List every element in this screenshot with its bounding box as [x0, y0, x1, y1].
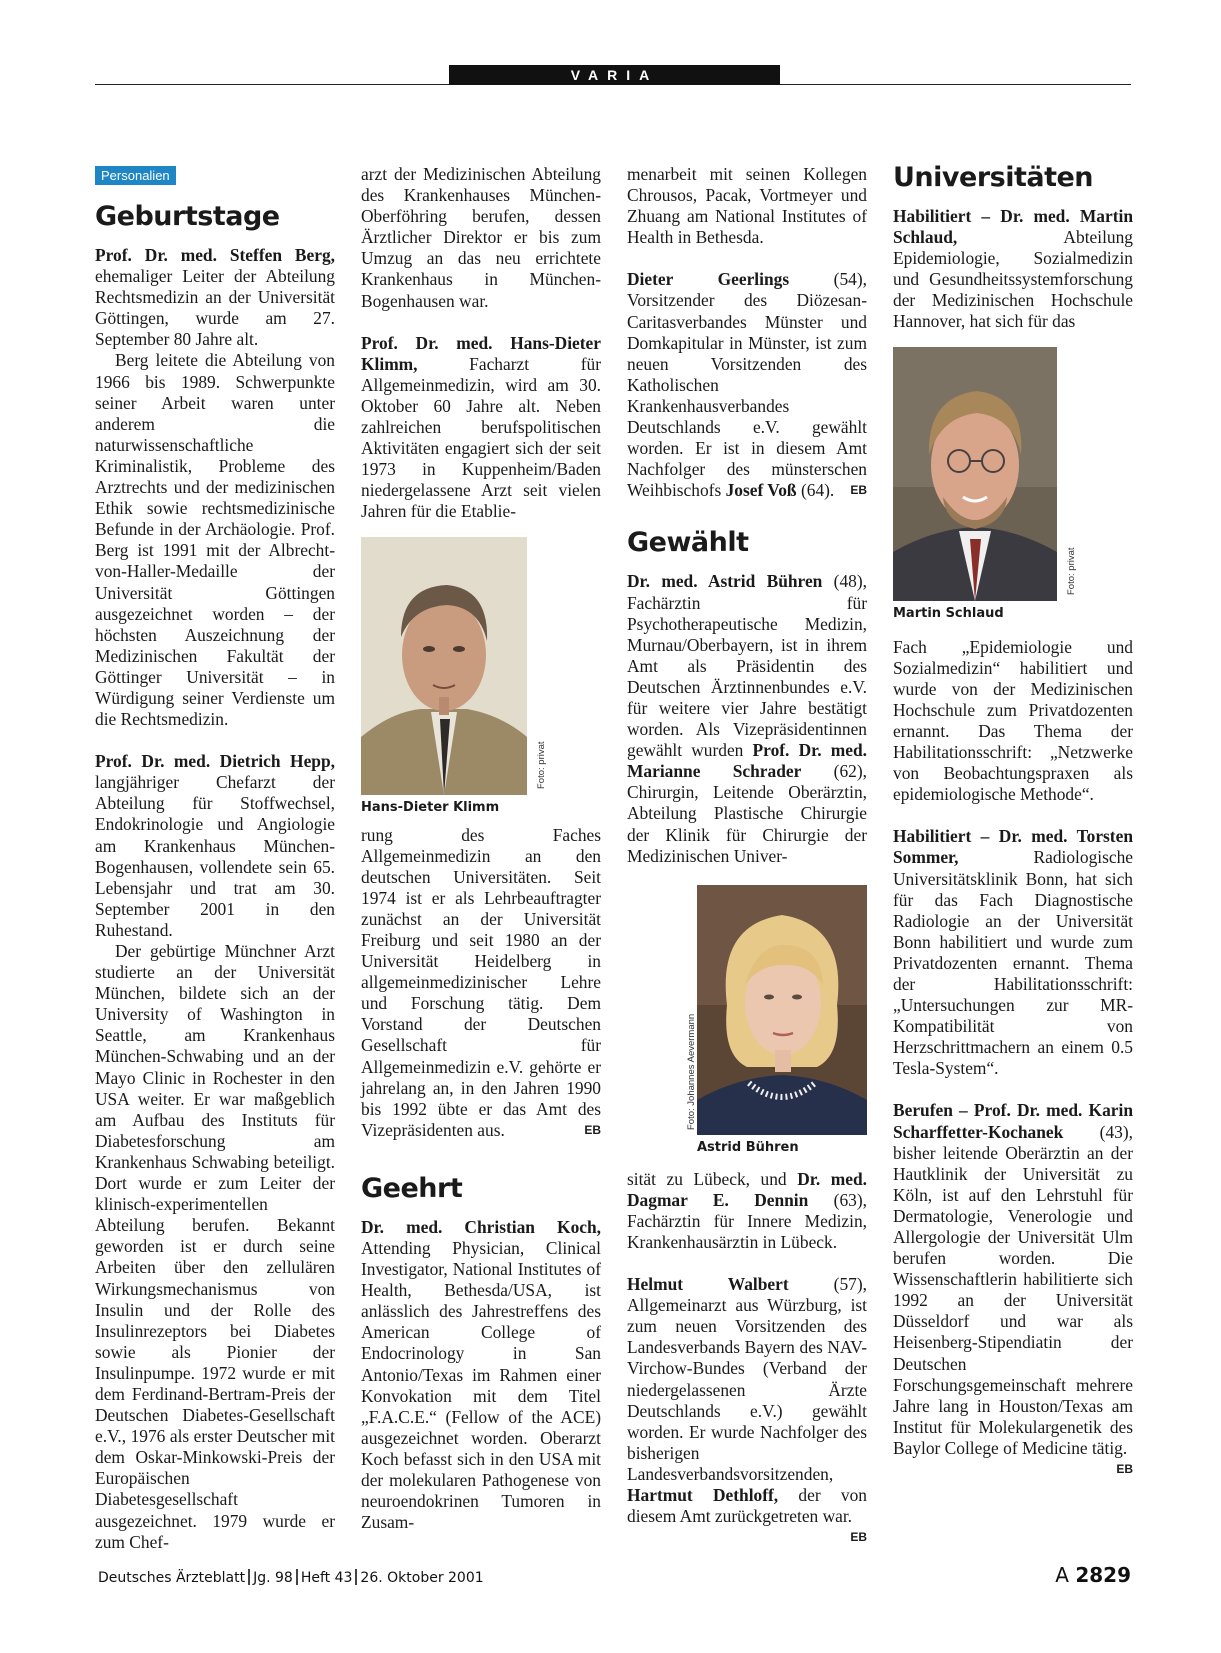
- heading-universitaeten: Universitäten: [893, 162, 1094, 193]
- photo-credit: Foto: privat: [536, 740, 547, 789]
- paragraph-text: (54), Vorsitzender des Diözesan-Caritasverbandes Münster und Domkapitular in Münster, ist zum neuen Vorsitzenden des Katholischen Krankenhausverbandes Deutschlands e.V. gewählt worden. Er ist in diesem Amt Nachfolger des münsterschen Weihbischofs: [627, 269, 867, 501]
- paragraph: [627, 1274, 867, 1545]
- paragraph: [361, 1217, 601, 1533]
- issue-date: 26. Oktober 2001: [360, 1570, 484, 1586]
- paragraph: Fach „Epidemiologie und Sozialmedizin“ habilitiert und wurde von der Medizinischen Hochschule zum Privatdozenten ernannt. Das Thema der Habilitationsschrift: „Netzwerke von Beobachtungspraxen als epidemiologische Methode“.: [893, 636, 1133, 805]
- person-name: Prof. Dr. med. Hans-Dieter Klimm,: [361, 332, 601, 374]
- issue: Heft 43: [300, 1570, 353, 1586]
- person-name: Dr. med. Dagmar E. Dennin: [627, 1168, 867, 1210]
- photo-klimm: [361, 537, 601, 817]
- portrait-schlaud-graphic: [893, 347, 1057, 601]
- photo-credit: Foto: Johannes Aevermann: [686, 1013, 697, 1130]
- column-2: [361, 164, 601, 1533]
- paragraph-text: (63), Fachärztin für Innere Medizin, Krankenhausärztin in Lübeck.: [627, 1189, 868, 1252]
- journal-name: Deutsches Ärzteblatt: [98, 1570, 246, 1586]
- column-1: [95, 164, 335, 1553]
- page-prefix: A: [1055, 1563, 1069, 1587]
- person-name: Habilitiert – Dr. med. Martin Schlaud,: [893, 206, 1133, 248]
- column-3: [627, 164, 867, 1548]
- heading-geehrt: Geehrt: [361, 1172, 463, 1204]
- person-name: Dr. med. Astrid Bühren: [627, 571, 823, 592]
- paragraph: Der gebürtige Münchner Arzt studierte an der Universität München, bildete sich an der University of Washington in Seattle, am Krankenhaus München-Schwabing und an der Mayo Clinic in Rochester in den USA weiter. Er war maßgeblich am Aufbau des Instituts für Diabetesforschung am Krankenhaus Schwabing beteiligt. Dort wurde er zum Leiter der klinisch-experimentellen Abteilung berufen. Bekannt geworden ist er durch seine Arbeiten über den zellulären Wirkungsmechanismus von Insulin und der Rolle des Insulinrezeptors bei Diabetes sowie als Pionier der Insulinpumpe. 1972 wurde er mit dem Ferdinand-Bertram-Preis der Deutschen Diabetes-Gesellschaft e.V., 1976 als erster Deutscher mit dem Oskar-Minkowski-Preis der Europäischen Diabetesgesellschaft ausgezeichnet. 1979 wurde er zum Chef-: [95, 941, 335, 1552]
- paragraph: menarbeit mit seinen Kollegen Chrousos, Pacak, Vortmeyer und Zhuang am National Institutes of Health in Bethesda.: [627, 164, 867, 248]
- author-initials: EB: [850, 483, 867, 498]
- photo-caption: Martin Schlaud: [893, 605, 1004, 621]
- paragraph-text: sität zu Lübeck, und: [627, 1168, 798, 1189]
- portrait-image: [361, 537, 527, 795]
- author-initials: EB: [1116, 1462, 1133, 1477]
- section-title: VARIA: [449, 65, 780, 85]
- paragraph-text: (43), bisher leitende Oberärztin an der Hautklinik der Universität zu Köln, ist auf den Lehrstuhl für Dermatologie, Venerologie und Allergologie der Universität Ulm berufen worden. Die Wissenschaftlerin habilitierte sich 1992 an der Universität Düsseldorf und war als Heisenberg-Stipendiatin der Deutschen Forschungsgemeinschaft mehrere Jahre lang in Houston/Texas am Institut für Molekulargenetik des Baylor College of Medicine tätig.: [893, 1121, 1133, 1458]
- paragraph-text: (48), Fachärztin für Psychotherapeutische Medizin, Murnau/Oberbayern, ist in ihrem Amt als Präsidentin des Deutschen Ärztinnenbundes e.V. für weitere vier Jahre bestätigt worden. Als Vizepräsidentinnen gewählt wurden: [627, 571, 868, 761]
- paragraph-text: langjähriger Chefarzt der Abteilung für Stoffwechsel, Endokrinologie und Angiologie am Krankenhaus München-Bogenhausen, vollendete sein 65. Lebensjahr und trat am 30. September 2001 in den Ruhestand.: [95, 772, 335, 940]
- paragraph: [893, 206, 1133, 333]
- portrait-buehren-graphic: [697, 885, 867, 1135]
- page-number: [1055, 1563, 1131, 1587]
- person-name: Prof. Dr. med. Steffen Berg,: [95, 245, 335, 265]
- author-initials: EB: [584, 1122, 601, 1137]
- page-value: 2829: [1075, 1563, 1131, 1587]
- paragraph-text: Attending Physician, Clinical Investigator, National Institutes of Health, Bethesda/USA, ist anlässlich des Jahrestreffens des American College of Endocrinology in San Antonio/Texas im Rahmen einer Konvokation mit dem Titel „F.A.C.E.“ (Fellow of the ACE) ausgezeichnet worden. Oberarzt Koch befasst sich in den USA mit der molekularen Pathogenese von neuroendokrinen Tumoren in Zusam-: [361, 1238, 601, 1533]
- paragraph-text: Abteilung Epidemiologie, Sozialmedizin und Gesundheitssystemforschung der Medizinischen Hochschule Hannover, hat sich für das: [893, 227, 1133, 332]
- heading-geburtstage: Geburtstage: [95, 201, 280, 232]
- paragraph: [627, 571, 867, 866]
- paragraph-text: Radiologische Universitätsklinik Bonn, hat sich für das Fach Diagnostische Radiologie an der Universität Bonn habilitiert und wurde zum Privatdozenten ernannt. Thema der Habilitationsschrift: „Untersuchungen zur MR-Kompatibilität von Herzschrittmachern an einem 0.5 Tesla-System“.: [893, 847, 1133, 1079]
- photo-caption: Astrid Bühren: [697, 1139, 799, 1155]
- column-4: [893, 164, 1133, 1480]
- paragraph-text: (64).: [796, 480, 835, 501]
- paragraph-text: Facharzt für Allgemeinmedizin, wird am 30. Oktober 60 Jahre alt. Neben zahlreichen berufspolitischen Aktivitäten engagiert sich der seit 1973 in Kuppenheim/Baden niedergelassene Arzt seit vielen Jahren für die Etablie-: [361, 353, 601, 522]
- person-name: Dieter Geerlings: [627, 269, 790, 290]
- paragraph: [627, 269, 867, 501]
- paragraph-text: ehemaliger Leiter der Abteilung Rechtsmedizin an der Universität Göttingen, wurde am 27. September 80 Jahre alt.: [95, 266, 335, 350]
- person-name: Prof. Dr. med. Marianne Schrader: [627, 740, 867, 782]
- paragraph-text: (57), Allgemeinarzt aus Würzburg, ist zum neuen Vorsitzenden des Landesverbands Bayern des NAV-Virchow-Bundes (Verband der niedergelassenen Ärzte Deutschlands e.V.) gewählt worden. Er wurde Nachfolger des bisherigen Landesverbandsvorsitzenden,: [627, 1274, 867, 1484]
- paragraph: [361, 825, 601, 1141]
- paragraph: [361, 333, 601, 523]
- photo-caption: Hans-Dieter Klimm: [361, 799, 500, 815]
- person-name: Dr. med. Christian Koch,: [361, 1216, 601, 1237]
- category-tag: Personalien: [95, 166, 176, 185]
- footer-citation: [95, 1569, 487, 1586]
- paragraph: [95, 751, 335, 941]
- person-name: Habilitiert – Dr. med. Torsten Sommer,: [893, 826, 1133, 868]
- photo-schlaud: [893, 347, 1133, 623]
- person-name: Prof. Dr. med. Dietrich Hepp,: [95, 751, 335, 772]
- heading-gewaehlt: Gewählt: [627, 527, 749, 559]
- person-name: Helmut Walbert: [627, 1274, 789, 1295]
- paragraph-text: der von diesem Amt zurückgetreten war.: [627, 1485, 867, 1527]
- portrait-klimm-graphic: [361, 537, 527, 795]
- author-initials: EB: [850, 1530, 867, 1545]
- person-name: Berufen – Prof. Dr. med. Karin Scharffetter-Kochanek: [893, 1100, 1133, 1142]
- paragraph-text: (62), Chirurgin, Leitende Oberärztin, Abteilung Plastische Chirurgie der Klinik für Chirurgie der Medizinischen Univer-: [627, 761, 867, 866]
- page-footer: [95, 1563, 1131, 1593]
- photo-buehren: [686, 885, 867, 1157]
- portrait-image: [893, 347, 1057, 601]
- paragraph: [893, 826, 1133, 1079]
- volume: Jg. 98: [253, 1570, 293, 1586]
- paragraph: Berg leitete die Abteilung von 1966 bis 1989. Schwerpunkte seiner Arbeit waren unter anderem die naturwissenschaftliche Kriminalistik, Probleme des Arztrechts und der medizinischen Ethik sowie rechtsmedizinische Befunde in der Archäologie. Prof. Berg ist 1991 mit der Albrecht-von-Haller-Medaille der Universität Göttingen ausgezeichnet worden – der höchsten Auszeichnung der Medizinischen Fakultät der Göttinger Universität – in Würdigung seiner Verdienste um die Rechtsmedizin.: [95, 350, 335, 730]
- paragraph: [893, 1100, 1133, 1477]
- person-name: Hartmut Dethloff,: [627, 1485, 779, 1506]
- portrait-image: [697, 885, 867, 1135]
- paragraph: [95, 245, 335, 350]
- person-name: Josef Voß: [725, 480, 797, 501]
- paragraph: [627, 1169, 867, 1253]
- paragraph-text: rung des Faches Allgemeinmedizin an den deutschen Universitäten. Seit 1974 ist er als Lehrbeauftragter zunächst an der Universität Freiburg und seit 1980 an der Universität Heidelberg in allgemeinmedizinischer Lehre und Forschung tätig. Dem Vorstand der Deutschen Gesellschaft für Allgemeinmedizin e.V. gehörte er jahrelang an, in den Jahren 1990 bis 1992 übte er das Amt des Vizepräsidenten aus.: [361, 824, 601, 1140]
- paragraph: arzt der Medizinischen Abteilung des Krankenhauses München-Oberföhring berufen, dessen Ärztlicher Direktor er bis zum Umzug an das neu errichtete Krankenhaus in München-Bogenhausen war.: [361, 164, 601, 311]
- photo-credit: Foto: privat: [1066, 547, 1077, 595]
